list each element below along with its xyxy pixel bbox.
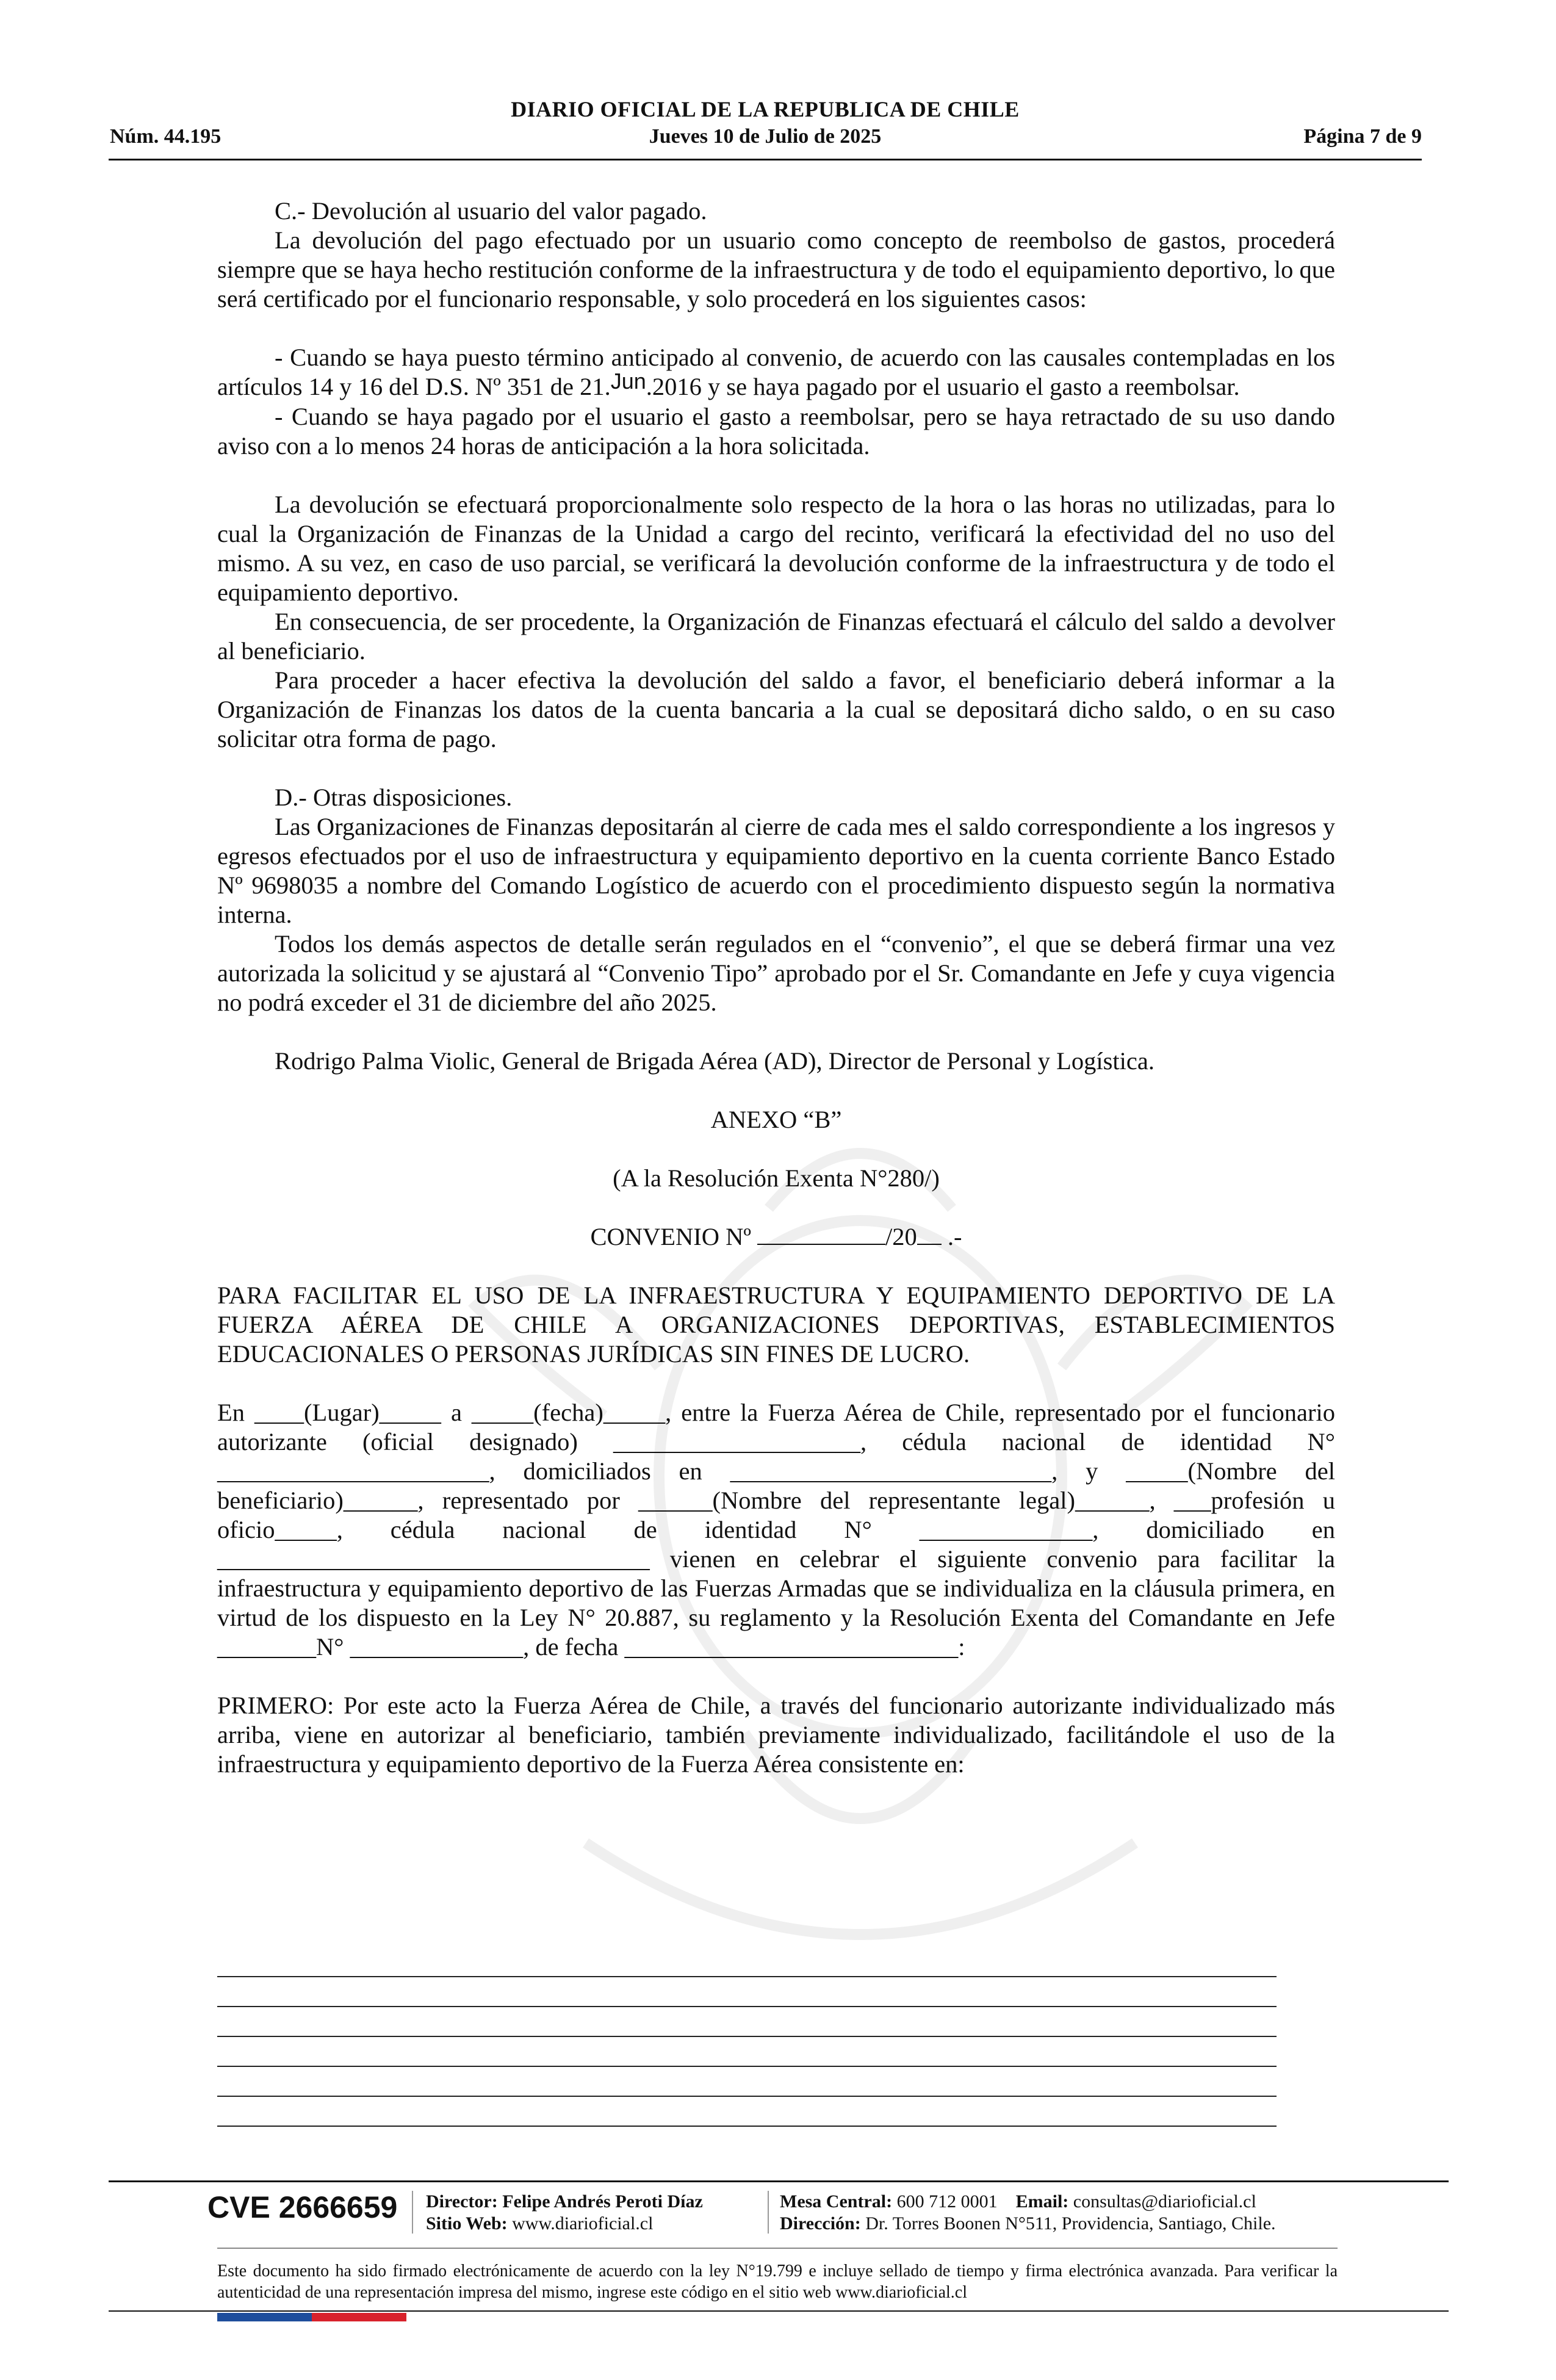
section-c-paragraph-2: La devolución se efectuará proporcionalmente solo respecto de la hora o las horas no utilizadas, para lo cual la Organización de Finanzas de la Unidad a cargo del recinto, verificará la efectividad del no uso del mismo. A su vez, en caso de uso parcial, se verificará la devolución conforme de la infraestructura y de todo el equipamiento deportivo. (217, 491, 1335, 606)
clause-primero: PRIMERO: Por este acto la Fuerza Aérea de Chile, a través del funcionario autorizante individualizado más arriba, viene en autorizar al beneficiario, también previamente individualizado, facilitándole el uso de la infraestructura y equipamiento deportivo de la Fuerza Aérea consistente en: (217, 1692, 1335, 1778)
mesa-phone: 600 712 0001 (896, 2191, 998, 2212)
convenio-number-line (217, 1222, 1335, 1252)
section-d-heading: D.- Otras disposiciones. (275, 784, 513, 811)
bullet-1-text-b: .2016 y se haya pagado por el usuario el gasto a reembolsar. (646, 373, 1240, 400)
section-c-heading: C.- Devolución al usuario del valor pagado. (275, 197, 707, 225)
blank-line (217, 2066, 1277, 2067)
section-c-paragraph-3: En consecuencia, de ser procedente, la Organización de Finanzas efectuará el cálculo del saldo a devolver al beneficiario. (217, 608, 1335, 665)
footer-rule (109, 2180, 1449, 2182)
annex-title: ANEXO “B” (710, 1106, 842, 1133)
page-indicator: Página 7 de 9 (1303, 125, 1422, 148)
blank-line (217, 2096, 1277, 2097)
signature-line: Rodrigo Palma Violic, General de Brigada Aérea (AD), Director de Personal y Logística. (275, 1047, 1155, 1075)
footer-divider (412, 2191, 413, 2234)
flag-bar-red (312, 2313, 406, 2321)
convenio-year-blank (917, 1223, 942, 1245)
section-c-bullet-2: - Cuando se haya pagado por el usuario el gasto a reembolsar, pero se haya retractado de su uso dando aviso con a lo menos 24 horas de anticipación a la hora solicitada. (217, 403, 1335, 460)
blank-line (217, 2036, 1277, 2037)
gazette-title: DIARIO OFICIAL DE LA REPUBLICA DE CHILE (511, 97, 1020, 121)
director-label: Director: (426, 2191, 498, 2212)
section-d-paragraph-2: Todos los demás aspectos de detalle serán regulados en el “convenio”, el que se deberá firmar una vez autorizada la solicitud y se ajustará al “Convenio Tipo” aprobado por el Sr. Comandante en Jefe y cuya vigencia no podrá exceder el 31 de diciembre del año 2025. (217, 930, 1335, 1016)
bullet-1-text-a: - Cuando se haya puesto término anticipado al convenio, de acuerdo con las causales contempladas en los artículos 14 y 16 del D.S. Nº 351 de 21. (217, 344, 1335, 400)
footer-director-block (426, 2191, 703, 2235)
footer-note-rule (217, 2248, 1338, 2249)
web-label: Sitio Web: (426, 2213, 508, 2234)
section-c-bullet-1 (217, 343, 1335, 402)
footer-note: Este documento ha sido firmado electrónicamente de acuerdo con la ley N°19.799 e incluye sellado de tiempo y firma electrónica avanzada. Para verificar la autenticidad de una representación impresa del mismo, ingrese este código en el sitio web www.diarioficial.cl (217, 2262, 1338, 2302)
director-name: Felipe Andrés Peroti Díaz (502, 2191, 703, 2212)
jun-stamp: Jun (610, 369, 646, 394)
bottom-rule (109, 2310, 1449, 2312)
document-body (217, 197, 1335, 1779)
address-label: Dirección: (780, 2213, 861, 2234)
section-d-paragraph-1: Las Organizaciones de Finanzas depositarán al cierre de cada mes el saldo correspondiente a los ingresos y egresos efectuados por el uso de infraestructura y equipamiento deportivo en la cuenta corriente Banco Estado Nº 9698035 a nombre del Comando Logístico de acuerdo con el procedimiento dispuesto según la normativa interna. (217, 813, 1335, 928)
cve-code: CVE 2666659 (207, 2190, 398, 2224)
blank-line (217, 2126, 1277, 2127)
annex-resolution: (A la Resolución Exenta N°280/) (613, 1164, 940, 1192)
flag-bar-blue (217, 2313, 312, 2321)
issue-date: Jueves 10 de Julio de 2025 (649, 125, 882, 148)
convenio-number-blank (757, 1223, 885, 1245)
web-link[interactable]: www.diarioficial.cl (512, 2213, 654, 2234)
email-label: Email: (1015, 2191, 1069, 2212)
convenio-label: CONVENIO Nº (590, 1223, 758, 1250)
convenio-year-label: /20 (885, 1223, 917, 1250)
email-link[interactable]: consultas@diarioficial.cl (1073, 2191, 1256, 2212)
footer-contact-block (780, 2191, 1276, 2235)
mesa-label: Mesa Central: (780, 2191, 893, 2212)
page-header (109, 92, 1422, 160)
issue-number: Núm. 44.195 (110, 125, 222, 148)
section-c-paragraph-4: Para proceder a hacer efectiva la devolución del saldo a favor, el beneficiario deberá informar a la Organización de Finanzas los datos de la cuenta bancaria a la cual se depositará dicho saldo, o en su caso solicitar otra forma de pago. (217, 666, 1335, 752)
annex-intro: En ____(Lugar)_____ a _____(fecha)_____, entre la Fuerza Aérea de Chile, representado por el funcionario autorizante (oficial designado) ____________________, cédula nacional de identidad N° ______________________, domiciliados en __________________________, y _____(Nombre del beneficiario)______, representado por ______(Nombre del representante legal)______, ___profesión u oficio_____, cédula nacional de identidad N° ______________, domiciliado en ___________________________________ vienen en celebrar el siguiente convenio para facilitar la infraestructura y equipamiento deportivo de las Fuerzas Armadas que se individualiza en la cláusula primera, en virtud de los dispuesto en la Ley N° 20.887, su reglamento y la Resolución Exenta del Comandante en Jefe ________N° ______________, de fecha ___________________________: (217, 1399, 1335, 1661)
annex-heading: PARA FACILITAR EL USO DE LA INFRAESTRUCTURA Y EQUIPAMIENTO DEPORTIVO DE LA FUERZA AÉREA DE CHILE A ORGANIZACIONES DEPORTIVAS, ESTABLECIMIENTOS EDUCACIONALES O PERSONAS JURÍDICAS SIN FINES DE LUCRO. (217, 1282, 1335, 1368)
blank-lines (217, 1976, 1277, 2155)
convenio-suffix: .- (941, 1223, 962, 1250)
footer-divider (768, 2191, 769, 2234)
blank-line (217, 2006, 1277, 2007)
blank-line (217, 1976, 1277, 1977)
section-c-paragraph-1: La devolución del pago efectuado por un usuario como concepto de reembolso de gastos, procederá siempre que se haya hecho restitución conforme de la infraestructura y de todo el equipamiento deportivo, lo que será certificado por el funcionario responsable, y solo procederá en los siguientes casos: (217, 226, 1335, 312)
address-text: Dr. Torres Boonen N°511, Providencia, Santiago, Chile. (865, 2213, 1276, 2234)
